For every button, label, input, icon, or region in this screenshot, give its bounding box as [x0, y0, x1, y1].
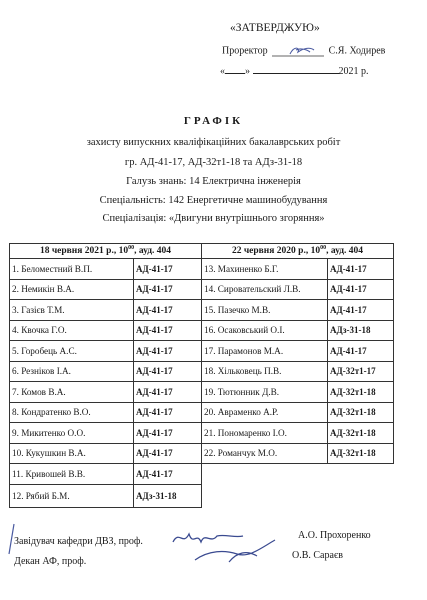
schedule-row	[10, 320, 394, 341]
schedule-row	[10, 279, 394, 300]
student-group-left: АД-41-17	[134, 300, 202, 321]
student-name-right: 16. Осаковський О.І.	[202, 320, 328, 341]
student-group-right: АД-32т1-18	[328, 382, 394, 403]
schedule-row	[10, 402, 394, 423]
student-name-right	[202, 464, 328, 485]
student-group-left: АД-41-17	[134, 279, 202, 300]
rector-line	[222, 44, 385, 58]
student-group-left: АД-41-17	[134, 464, 202, 485]
date-quote-open: «	[220, 66, 225, 77]
student-name-right	[202, 484, 328, 507]
rector-label: Проректор	[222, 45, 268, 57]
student-name-left: 12. Рябий Б.М.	[10, 484, 134, 507]
student-group-left: АД-41-17	[134, 341, 202, 362]
schedule-table	[9, 243, 394, 508]
student-name-left: 7. Комов В.А.	[10, 382, 134, 403]
student-name-right: 20. Авраменко А.Р.	[202, 402, 328, 423]
dept-head-signature	[165, 520, 285, 564]
student-group-left: АД-41-17	[134, 361, 202, 382]
student-name-right: 22. Романчук М.О.	[202, 443, 328, 464]
student-group-right: АД-32т1-18	[328, 423, 394, 444]
student-name-left: 4. Квочка Г.О.	[10, 320, 134, 341]
student-name-right: 18. Хільковець П.В.	[202, 361, 328, 382]
student-name-right: 21. Пономаренко І.О.	[202, 423, 328, 444]
student-name-right: 13. Махиненко Б.Г.	[202, 259, 328, 280]
student-name-left: 2. Немикін В.А.	[10, 279, 134, 300]
student-name-right: 15. Пазечко М.В.	[202, 300, 328, 321]
subtitle-groups: гр. АД-41-17, АД-32т1-18 та АДз-31-18	[124, 157, 303, 168]
date-year: 2021 р.	[338, 66, 369, 77]
student-name-right: 19. Тютюнник Д.В.	[202, 382, 328, 403]
student-group-right: АД-32т1-18	[328, 443, 394, 464]
student-group-right: АДз-31-18	[328, 320, 394, 341]
student-group-left: АДз-31-18	[134, 484, 202, 507]
student-group-right	[328, 484, 394, 507]
student-group-right: АД-32т1-17	[328, 361, 394, 382]
student-group-left: АД-41-17	[134, 443, 202, 464]
approval-date	[220, 64, 369, 77]
month-blank	[253, 64, 339, 74]
student-group-right: АД-41-17	[328, 341, 394, 362]
student-group-left: АД-41-17	[134, 402, 202, 423]
student-group-right: АД-41-17	[328, 300, 394, 321]
dept-head-name: А.О. Прохоренко	[298, 530, 371, 541]
approval-stamp: «ЗАТВЕРДЖУЮ»	[230, 22, 320, 34]
student-group-left: АД-41-17	[134, 320, 202, 341]
student-name-left: 5. Горобець А.С.	[10, 341, 134, 362]
student-group-right: АД-32т1-18	[328, 402, 394, 423]
schedule-row	[10, 361, 394, 382]
student-group-right: АД-41-17	[328, 259, 394, 280]
rector-name: С.Я. Ходирев	[328, 45, 386, 57]
subtitle-specialization: Спеціалізація: «Двигуни внутрішнього згоряння»	[102, 213, 325, 224]
subtitle-line-1: захисту випускних кваліфікаційних бакалаврських робіт	[86, 137, 341, 148]
student-group-left: АД-41-17	[134, 382, 202, 403]
schedule-row	[10, 423, 394, 444]
schedule-row	[10, 300, 394, 321]
rector-signature	[270, 44, 326, 58]
document-title: ГРАФІК	[183, 115, 244, 127]
student-name-left: 10. Кукушкин В.А.	[10, 443, 134, 464]
dean-name: О.В. Сараєв	[292, 550, 343, 561]
student-group-right	[328, 464, 394, 485]
student-name-left: 11. Кривошей В.В.	[10, 464, 134, 485]
schedule-row	[10, 443, 394, 464]
student-name-left: 9. Микитенко О.О.	[10, 423, 134, 444]
student-name-left: 1. Беломестний В.П.	[10, 259, 134, 280]
dean-title: Декан АФ, проф.	[14, 556, 87, 567]
student-name-left: 6. Резніков І.А.	[10, 361, 134, 382]
student-name-left: 8. Кондратенко В.О.	[10, 402, 134, 423]
student-group-right: АД-41-17	[328, 279, 394, 300]
schedule-row	[10, 259, 394, 280]
day-blank	[225, 64, 245, 74]
student-name-left: 3. Газієв Т.М.	[10, 300, 134, 321]
student-group-left: АД-41-17	[134, 423, 202, 444]
schedule-row	[10, 382, 394, 403]
schedule-row	[10, 341, 394, 362]
schedule-header-row	[10, 244, 394, 259]
dept-head-title: Завідувач кафедри ДВЗ, проф.	[14, 536, 143, 547]
schedule-row	[10, 484, 394, 507]
date-quote-close: »	[245, 66, 250, 77]
right-date-header: 22 червня 2020 р., $10^{00}$, ауд. 404	[202, 244, 394, 259]
left-date-header: 18 червня 2021 р., $10^{00}$, ауд. 404	[10, 244, 202, 259]
student-group-left: АД-41-17	[134, 259, 202, 280]
subtitle-field: Галузь знань: 14 Електрична інженерія	[126, 176, 301, 187]
student-name-right: 17. Парамонов М.А.	[202, 341, 328, 362]
schedule-row	[10, 464, 394, 485]
student-name-right: 14. Сировательский Л.В.	[202, 279, 328, 300]
subtitle-specialty: Спеціальність: 142 Енергетичне машинобудування	[99, 195, 328, 206]
